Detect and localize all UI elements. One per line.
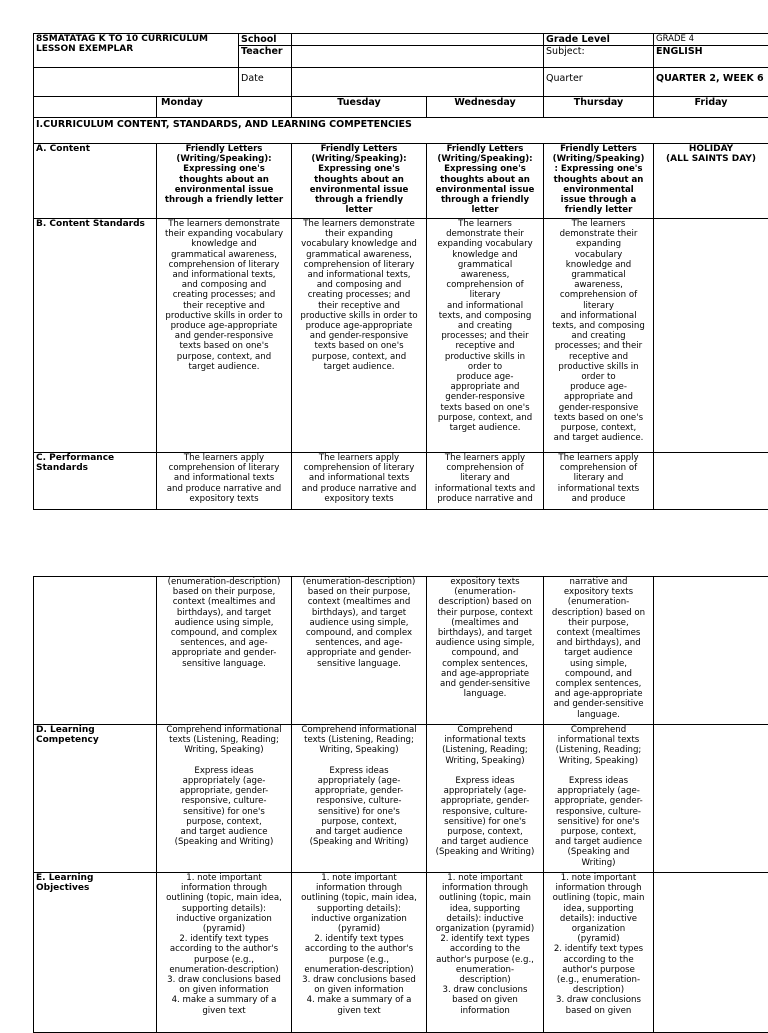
day-thursday: Thursday — [544, 97, 654, 118]
day-tuesday: Tuesday — [292, 97, 427, 118]
performance-standards-friday — [654, 453, 768, 510]
grade-level-value: GRADE 4 — [654, 34, 768, 46]
quarter-value: QUARTER 2, WEEK 6 — [654, 68, 768, 97]
curriculum-title: 8SMATATAG K TO 10 CURRICULUM LESSON EXEMPLAR — [34, 34, 239, 68]
performance-standards-monday: The learners apply comprehension of literary and informational texts and produce narrative and expository texts — [157, 453, 292, 510]
performance-standards-continued-label — [34, 577, 157, 725]
learning-objectives-friday — [654, 873, 768, 1033]
teacher-label: Teacher — [239, 46, 292, 68]
performance-standards-friday-continued — [654, 577, 768, 725]
day-friday: Friday — [654, 97, 768, 118]
learning-competency-thursday: Comprehend informational texts (Listening, Reading; Writing, Speaking) Express ideas appropriately (age- appropriate, gender- responsive, culture- sensitive) for one's purpose, context, and target audience (Speaking and Writing) — [544, 725, 654, 873]
subject-value: ENGLISH — [654, 46, 768, 68]
school-value[interactable] — [292, 34, 544, 46]
content-label: A. Content — [34, 144, 157, 219]
learning-objectives-label: E. Learning Objectives — [34, 873, 157, 1033]
learning-objectives-tuesday: 1. note important information through outlining (topic, main idea, supporting details): inductive organization (pyramid) 2. identify text types according to the author's purpose (e.g., enumeration-description) 3. draw conclusions based on given information 4. make a summary of a given text — [292, 873, 427, 1033]
learning-competency-wednesday: Comprehend informational texts (Listening, Reading; Writing, Speaking) Express ideas appropriately (age- appropriate, gender- responsive, culture- sensitive) for one's purpose, context, and target audience (Speaking and Writing) — [427, 725, 544, 873]
performance-standards-thursday-continued: narrative and expository texts (enumeration- description) based on their purpose, context (mealtimes and birthdays), and target audience using simple, compound, and complex sentences, and age-appropriate and gender-sensitive language. — [544, 577, 654, 725]
learning-competency-label: D. Learning Competency — [34, 725, 157, 873]
date-label: Date — [239, 68, 292, 97]
lesson-exemplar-table-page-1 — [33, 33, 768, 510]
performance-standards-label: C. Performance Standards — [34, 453, 157, 510]
school-label: School — [239, 34, 292, 46]
learning-objectives-monday: 1. note important information through outlining (topic, main idea, supporting details): inductive organization (pyramid) 2. identify text types according to the author's purpose (e.g., enumeration-description) 3. draw conclusions based on given information 4. make a summary of a given text — [157, 873, 292, 1033]
content-wednesday: Friendly Letters (Writing/Speaking): Expressing one's thoughts about an environmental issue through a friendly letter — [427, 144, 544, 219]
learning-competency-friday — [654, 725, 768, 873]
performance-standards-wednesday-continued: expository texts (enumeration- description) based on their purpose, context (mealtimes and birthdays), and target audience using simple, compound, and complex sentences, and age-appropriate and gender-sensitive language. — [427, 577, 544, 725]
content-friday: HOLIDAY (ALL SAINTS DAY) — [654, 144, 768, 219]
performance-standards-wednesday: The learners apply comprehension of literary and informational texts and produce narrative and — [427, 453, 544, 510]
content-monday: Friendly Letters (Writing/Speaking): Expressing one's thoughts about an environmental issue through a friendly letter — [157, 144, 292, 219]
learning-competency-tuesday: Comprehend informational texts (Listening, Reading; Writing, Speaking) Express ideas appropriately (age- appropriate, gender- responsive, culture- sensitive) for one's purpose, context, and target audience (Speaking and Writing) — [292, 725, 427, 873]
performance-standards-thursday: The learners apply comprehension of literary and informational texts and produce — [544, 453, 654, 510]
lesson-exemplar-table-page-2 — [33, 576, 768, 1033]
content-thursday: Friendly Letters (Writing/Speaking) : Expressing one's thoughts about an environmental issue through a friendly letter — [544, 144, 654, 219]
content-tuesday: Friendly Letters (Writing/Speaking): Expressing one's thoughts about an environmental issue through a friendly letter — [292, 144, 427, 219]
content-standards-thursday: The learners demonstrate their expanding vocabulary knowledge and grammatical awareness, comprehension of literary and informational texts, and composing and creating processes; and their receptive and productive skills in order to produce age- appropriate and gender-responsive texts based on one's purpose, context, and target audience. — [544, 219, 654, 453]
day-monday: Monday — [157, 97, 292, 118]
content-standards-label: B. Content Standards — [34, 219, 157, 453]
teacher-value[interactable] — [292, 46, 544, 68]
performance-standards-monday-continued: (enumeration-description) based on their purpose, context (mealtimes and birthdays), and target audience using simple, compound, and complex sentences, and age- appropriate and gender- sensitive language. — [157, 577, 292, 725]
grade-level-label: Grade Level — [544, 34, 654, 46]
quarter-label: Quarter — [544, 68, 654, 97]
subject-label: Subject: — [544, 46, 654, 68]
content-standards-friday — [654, 219, 768, 453]
date-value[interactable] — [292, 68, 544, 97]
content-standards-wednesday: The learners demonstrate their expanding vocabulary knowledge and grammatical awareness, comprehension of literary and informational texts, and composing and creating processes; and their receptive and productive skills in order to produce age- appropriate and gender-responsive texts based on one's purpose, context, and target audience. — [427, 219, 544, 453]
section-title: I.CURRICULUM CONTENT, STANDARDS, AND LEARNING COMPETENCIES — [34, 118, 768, 144]
day-wednesday: Wednesday — [427, 97, 544, 118]
content-standards-tuesday: The learners demonstrate their expanding vocabulary knowledge and grammatical awareness, comprehension of literary and informational texts, and composing and creating processes; and their receptive and productive skills in order to produce age-appropriate and gender-responsive texts based on one's purpose, context, and target audience. — [292, 219, 427, 453]
day-header-blank — [34, 97, 157, 118]
learning-objectives-thursday: 1. note important information through outlining (topic, main idea, supporting details): inductive organization (pyramid) 2. identify text types according to the author's purpose (e.g., enumeration- description) 3. draw conclusions based on given — [544, 873, 654, 1033]
performance-standards-tuesday: The learners apply comprehension of literary and informational texts and produce narrative and expository texts — [292, 453, 427, 510]
header-blank — [34, 68, 239, 97]
performance-standards-tuesday-continued: (enumeration-description) based on their purpose, context (mealtimes and birthdays), and target audience using simple, compound, and complex sentences, and age- appropriate and gender- sensitive language. — [292, 577, 427, 725]
learning-objectives-wednesday: 1. note important information through outlining (topic, main idea, supporting details): inductive organization (pyramid) 2. identify text types according to the author's purpose (e.g., enumeration- description) 3. draw conclusions based on given information — [427, 873, 544, 1033]
content-standards-monday: The learners demonstrate their expanding vocabulary knowledge and grammatical awareness, comprehension of literary and informational texts, and composing and creating processes; and their receptive and productive skills in order to produce age-appropriate and gender-responsive texts based on one's purpose, context, and target audience. — [157, 219, 292, 453]
learning-competency-monday: Comprehend informational texts (Listening, Reading; Writing, Speaking) Express ideas appropriately (age- appropriate, gender- responsive, culture- sensitive) for one's purpose, context, and target audience (Speaking and Writing) — [157, 725, 292, 873]
